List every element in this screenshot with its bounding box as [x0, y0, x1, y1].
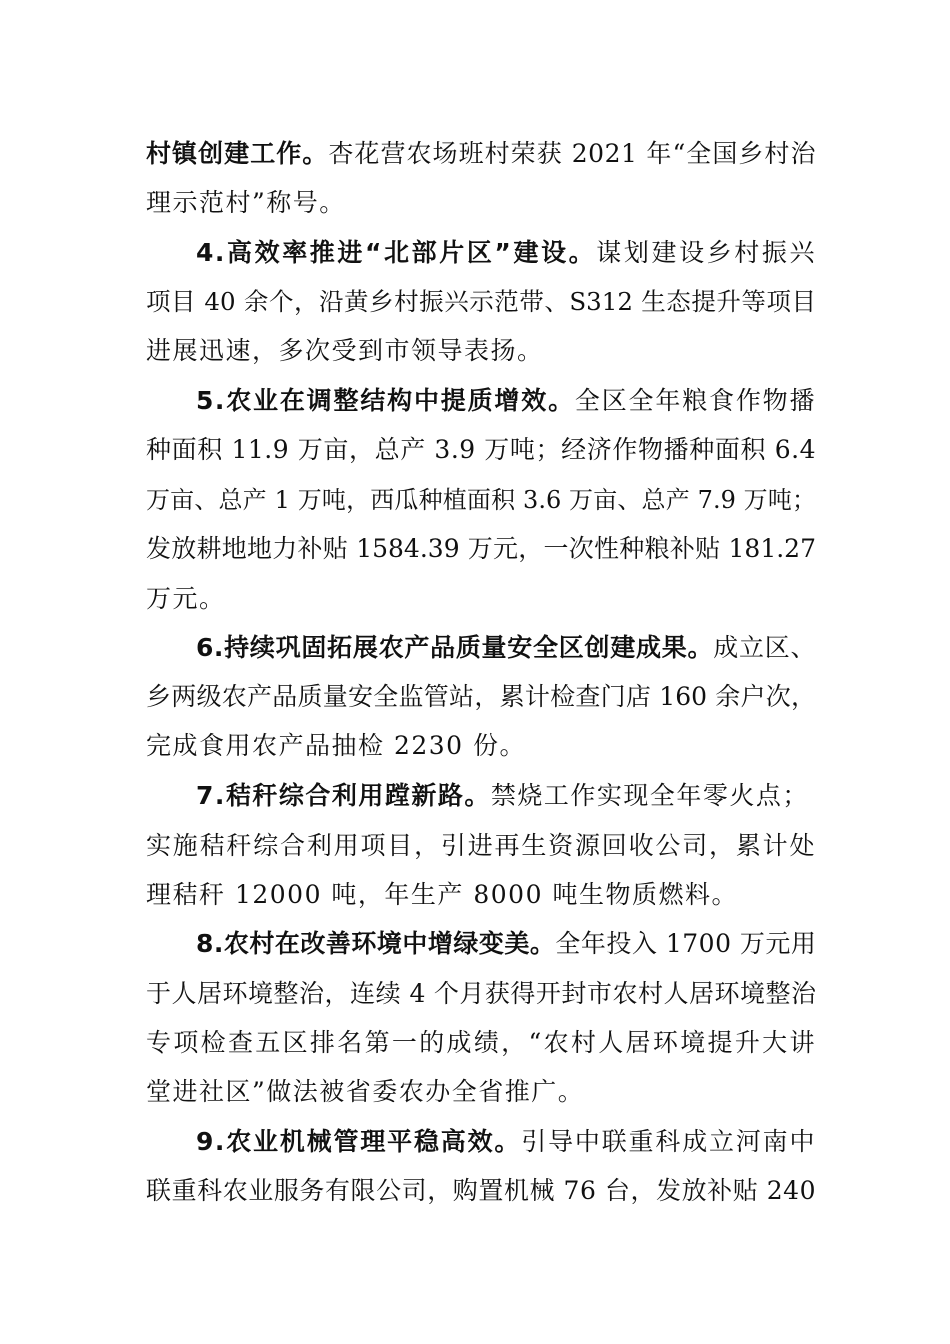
body-text: 理示范村”称号。 — [146, 188, 346, 217]
bold-heading: 7.秸秆综合利用蹚新路。 — [196, 781, 491, 810]
paragraph-line — [146, 974, 816, 1014]
body-text: 进展迅速，多次受到市领导表扬。 — [146, 336, 544, 365]
body-text: 于人居环境整治，连续 4 个月获得开封市农村人居环境整治 — [146, 979, 816, 1008]
paragraph-line — [146, 1171, 816, 1211]
body-text: 谋划建设乡村振兴 — [596, 238, 816, 267]
paragraph-line — [146, 331, 816, 371]
bold-heading: 8.农村在改善环境中增绿变美。 — [196, 929, 556, 958]
body-text: 理秸秆 12000 吨，年生产 8000 吨生物质燃料。 — [146, 880, 738, 909]
body-text: 乡两级农产品质量安全监管站，累计检查门店 160 余户次， — [146, 682, 816, 711]
paragraph-line — [146, 1072, 816, 1112]
paragraph-line — [146, 875, 816, 915]
paragraph-line — [146, 529, 816, 569]
paragraph-line — [196, 924, 816, 964]
paragraph-line — [196, 381, 816, 421]
paragraph-line — [146, 282, 816, 322]
bold-heading: 村镇创建工作。 — [146, 139, 329, 168]
paragraph-line — [196, 233, 816, 273]
paragraph-line — [196, 1122, 816, 1162]
body-text: 项目 40 余个，沿黄乡村振兴示范带、S312 生态提升等项目 — [146, 287, 816, 316]
body-text: 万元。 — [146, 584, 226, 613]
bold-heading: 4.高效率推进“北部片区”建设。 — [196, 238, 597, 267]
body-text: 全区全年粮食作物播 — [574, 386, 816, 415]
bold-heading: 9.农业机械管理平稳高效。 — [196, 1127, 522, 1156]
bold-heading: 5.农业在调整结构中提质增效。 — [196, 386, 575, 415]
body-text: 成立区、 — [713, 633, 816, 662]
paragraph-line — [146, 726, 816, 766]
paragraph-line — [146, 579, 816, 619]
paragraph-line — [146, 430, 816, 470]
body-text: 万亩、总产 1 万吨，西瓜种植面积 3.6 万亩、总产 7.9 万吨； — [146, 486, 816, 514]
paragraph-line — [146, 183, 816, 223]
body-text: 实施秸秆综合利用项目，引进再生资源回收公司，累计处 — [146, 831, 816, 860]
paragraph-line — [146, 480, 816, 520]
body-text: 禁烧工作实现全年零火点； — [490, 781, 809, 810]
bold-heading: 6.持续巩固拓展农产品质量安全区创建成果。 — [196, 633, 714, 662]
body-text: 完成食用农产品抽检 2230 份。 — [146, 731, 527, 760]
body-text: 发放耕地地力补贴 1584.39 万元，一次性种粮补贴 181.27 — [146, 534, 816, 563]
paragraph-line — [196, 628, 816, 668]
paragraph-line — [146, 134, 816, 174]
body-text: 专项检查五区排名第一的成绩，“农村人居环境提升大讲 — [146, 1028, 816, 1057]
body-text: 全年投入 1700 万元用 — [555, 929, 817, 958]
paragraph-line — [146, 1023, 816, 1063]
paragraph-line — [196, 776, 816, 816]
body-text: 杏花营农场班村荣获 2021 年“全国乡村治 — [328, 139, 816, 168]
paragraph-line — [146, 826, 816, 866]
body-text: 联重科农业服务有限公司，购置机械 76 台，发放补贴 240 — [146, 1176, 816, 1205]
body-text: 引导中联重科成立河南中 — [521, 1127, 816, 1156]
body-text: 堂进社区”做法被省委农办全省推广。 — [146, 1077, 585, 1106]
body-text: 种面积 11.9 万亩，总产 3.9 万吨；经济作物播种面积 6.4 — [146, 435, 816, 464]
paragraph-line — [146, 677, 816, 717]
